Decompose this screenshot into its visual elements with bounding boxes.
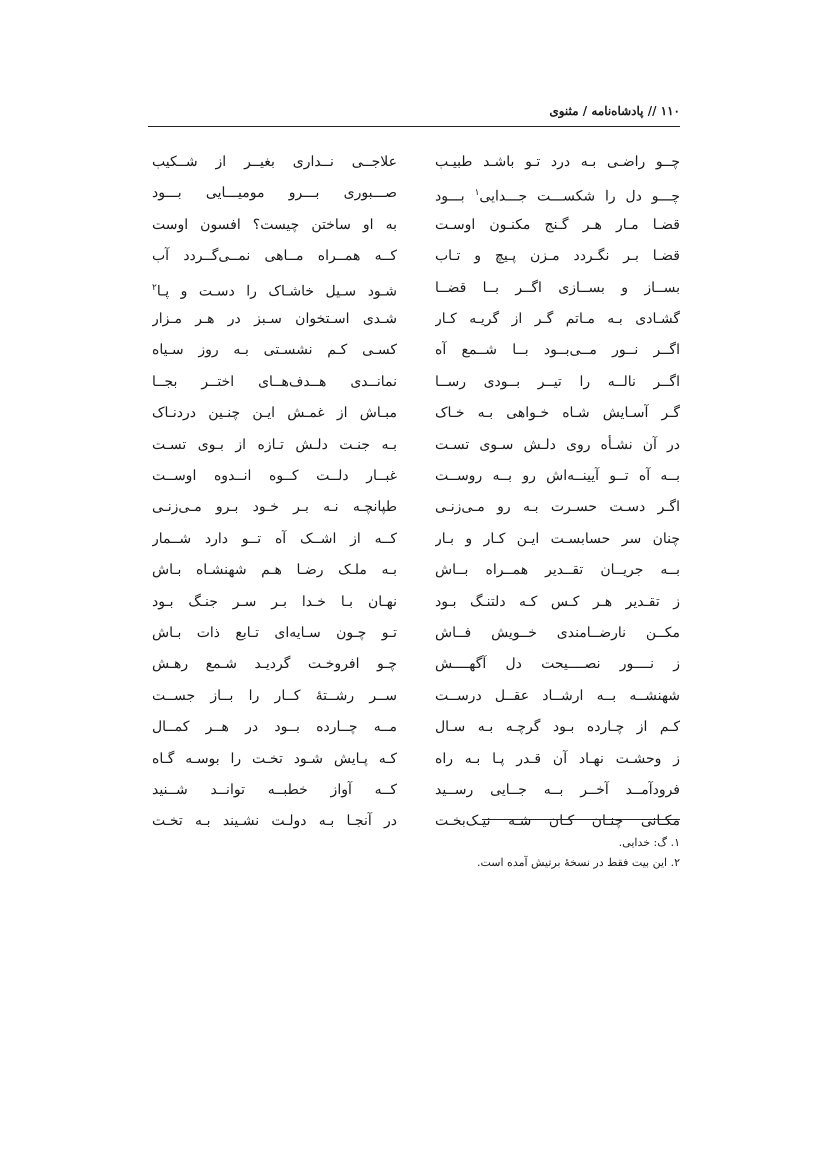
second-hemistich: ســر رشــتهٔ کــار را بــاز جســت	[152, 687, 397, 704]
first-hemistich: در آن نشـأه روی دلـش سـوی تسـت	[435, 436, 680, 453]
first-hemistich: بــه جریــان تقــدیر همــراه بــاش	[435, 562, 680, 579]
couplet	[152, 211, 680, 239]
first-hemistich: شهنشــه بــه ارشــاد عقــل درســت	[435, 687, 680, 704]
couplet	[152, 619, 680, 647]
couplet	[152, 776, 680, 804]
couplet	[152, 274, 680, 302]
first-hemistich: مکـانی چنـان کـان شـه نیـک‌بخـت	[435, 813, 680, 830]
couplet	[152, 368, 680, 396]
first-hemistich: ز وحشـت نهـاد آن قـدر پـا بـه راه	[435, 750, 680, 767]
header-rule	[148, 126, 680, 127]
second-hemistich: بـه ملـک رضـا هـم شهنشـاه بـاش	[152, 562, 397, 579]
second-hemistich: شـود سـیل خاشـاک را دسـت و پـا$^٢$	[152, 282, 397, 300]
second-hemistich: کسـی کـم نشسـتی بـه روز سـیاه	[152, 342, 397, 359]
couplet	[152, 525, 680, 553]
first-hemistich: قضـا مـار هـر گـنج مکنـون اوسـت	[435, 216, 680, 233]
second-hemistich: بـه جنـت دلـش تـازه از بـوی تسـت	[152, 436, 397, 453]
couplet	[152, 305, 680, 333]
couplet	[152, 336, 680, 364]
first-hemistich: بســاز و بســازی اگــر بــا قضــا	[435, 279, 680, 296]
second-hemistich: کــه همــراه مــاهی نمــی‌گــردد آب	[152, 248, 397, 265]
footnote: ١. گ: خدایی.	[618, 836, 680, 849]
first-hemistich: مکــن نارضــامندی خــویش فــاش	[435, 625, 680, 641]
second-hemistich: تـو چـون سـایه‌ای تـابع ذات بـاش	[152, 625, 397, 641]
couplet	[152, 682, 680, 710]
second-hemistich: به او ساختن چیست؟ افسون اوست	[152, 216, 397, 233]
first-hemistich: گـر آسـایش شـاه خـواهی بـه خـاک	[435, 405, 680, 422]
couplet	[152, 588, 680, 616]
first-hemistich: اگـر دسـت حسـرت بـه رو مـی‌زنـی	[435, 499, 680, 516]
first-hemistich: بــه آه تــو آیینــه‌اش رو بــه روســت	[435, 468, 680, 484]
couplet	[152, 462, 680, 490]
first-hemistich: ز نــــور نصــــیحت دل آگهــــش	[435, 656, 680, 673]
second-hemistich: کـه پـایش شـود تخـت را بوسـه گـاه	[152, 750, 397, 767]
first-hemistich: اگــر نالــه را تیــر بــودی رســا	[435, 373, 680, 390]
couplet	[152, 431, 680, 459]
footnote-marker: ٢	[152, 282, 157, 293]
first-hemistich: اگــر نــور مــی‌بــود بــا شــمع آه	[435, 342, 680, 359]
second-hemistich: مــه چــارده بــود در هــر کمــال	[152, 719, 397, 736]
second-hemistich: طپانچـه نـه بـر خـود بـرو مـی‌زنـی	[152, 499, 397, 516]
footnote-marker: ١	[474, 188, 480, 199]
couplet	[152, 148, 680, 176]
first-hemistich: ز تقـدیر هـر کـس کـه دلتنـگ بـود	[435, 593, 680, 610]
first-hemistich: چــو راضـی بـه درد تـو باشـد طبیـب	[435, 154, 680, 170]
second-hemistich: چـو افروخـت گردیـد شـمع رهـش	[152, 656, 397, 673]
couplet	[152, 556, 680, 584]
footnote-rule	[482, 819, 680, 820]
first-hemistich: گشـادی بـه مـاتم گـر از گریـه کـار	[435, 311, 680, 327]
first-hemistich: چـــو دل را شکســـت جـــدایی$^١$ بـــود	[435, 188, 680, 206]
second-hemistich: نهـان بـا خـدا بـر سـر جنـگ بـود	[152, 593, 397, 610]
second-hemistich: علاجــی نــداری بغیــر از شــکیب	[152, 154, 397, 170]
second-hemistich: نمانــدی هــدف‌هــای اختــر بجــا	[152, 373, 397, 390]
first-hemistich: چنان سر حسابسـت ایـن کـار و بـار	[435, 530, 680, 547]
first-hemistich: قضـا بـر نگـردد مـزن پـیچ و تـاب	[435, 248, 680, 265]
couplet	[152, 745, 680, 773]
couplet	[152, 807, 680, 835]
second-hemistich: شـدی اسـتخوان سـبز در هـر مـزار	[152, 311, 397, 327]
running-header: ١١٠ // پادشاه‌نامه / مثنوی	[549, 104, 680, 118]
second-hemistich: مبـاش از غمـش ایـن چنـین دردنـاک	[152, 405, 397, 422]
first-hemistich: کـم از چـارده بـود گرچـه بـه سـال	[435, 719, 680, 736]
couplet	[152, 493, 680, 521]
couplet	[152, 399, 680, 427]
footnotes	[360, 833, 680, 873]
couplet	[152, 179, 680, 207]
second-hemistich: در آنجـا بـه دولـت نشـیند بـه تخـت	[152, 813, 397, 830]
first-hemistich: فرودآمــد آخــر بــه جــایی رســید	[435, 782, 680, 798]
second-hemistich: صـــبوری بـــرو مومیـــایی بـــود	[152, 185, 397, 202]
couplet	[152, 713, 680, 741]
couplet	[152, 650, 680, 678]
second-hemistich: کــه آواز خطبــه توانــد شــنید	[152, 782, 397, 798]
footnote: ٢. این بیت فقط در نسخهٔ برتیش آمده است.	[476, 856, 680, 869]
second-hemistich: کــه از اشــک آه تــو دارد شــمار	[152, 530, 397, 547]
couplet	[152, 242, 680, 270]
second-hemistich: غبــار دلــت کــوه انــدوه اوســت	[152, 468, 397, 484]
